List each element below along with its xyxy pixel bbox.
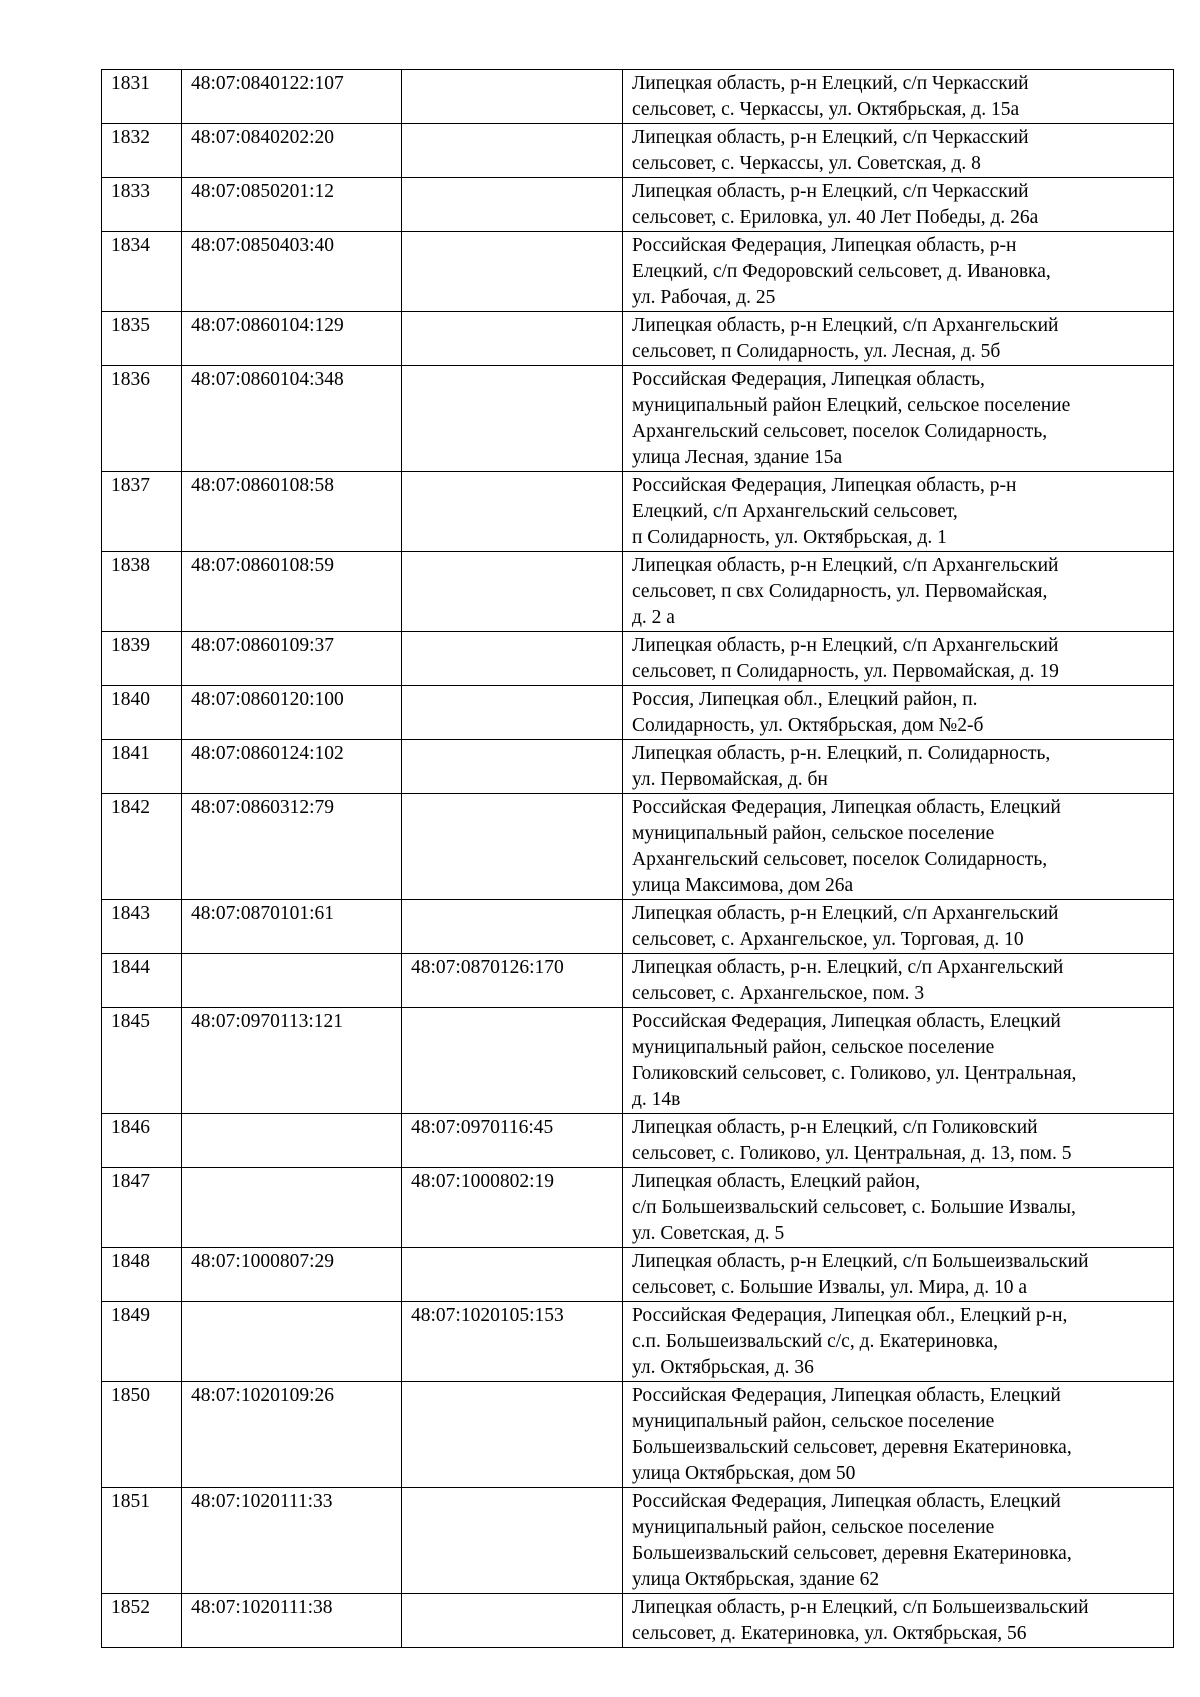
address-line: Российская Федерация, Липецкая область, Елецкий — [632, 1491, 1061, 1512]
row-number-cell: 1833 — [102, 178, 182, 232]
row-number-cell: 1849 — [102, 1302, 182, 1382]
document-page — [101, 69, 1173, 1648]
address-line: Большеизвальский сельсовет, деревня Екатериновка, — [632, 1543, 1072, 1564]
address-cell — [623, 312, 1174, 366]
building-cadastral-number-cell — [402, 1008, 623, 1114]
address-cell — [623, 1008, 1174, 1114]
row-number-cell: 1851 — [102, 1488, 182, 1594]
table-row — [102, 900, 1174, 954]
building-cadastral-number-cell — [402, 178, 623, 232]
address-line: Липецкая область, р-н. Елецкий, с/п Архангельский — [632, 957, 1064, 978]
building-cadastral-number-cell — [402, 740, 623, 794]
address-line: сельсовет, с. Голиково, ул. Центральная, д. 13, пом. 5 — [632, 1143, 1072, 1164]
row-number-cell: 1834 — [102, 232, 182, 312]
address-line: муниципальный район, сельское поселение — [632, 823, 995, 844]
address-cell — [623, 740, 1174, 794]
address-line: Липецкая область, р-н Елецкий, с/п Архангельский — [632, 315, 1059, 336]
land-cadastral-number-cell: 48:07:0860104:129 — [182, 312, 402, 366]
table-row — [102, 954, 1174, 1008]
address-line: Российская Федерация, Липецкая область, — [632, 369, 985, 390]
table-row — [102, 1168, 1174, 1248]
address-line: сельсовет, с. Архангельское, пом. 3 — [632, 983, 925, 1004]
address-line: сельсовет, п Солидарность, ул. Первомайская, д. 19 — [632, 661, 1059, 682]
address-line: сельсовет, д. Екатериновка, ул. Октябрьская, 56 — [632, 1623, 1027, 1644]
address-line: Липецкая область, р-н. Елецкий, п. Солидарность, — [632, 743, 1051, 764]
address-line: улица Октябрьская, здание 62 — [632, 1569, 880, 1590]
address-cell — [623, 1168, 1174, 1248]
address-line: Российская Федерация, Липецкая область, Елецкий — [632, 1011, 1061, 1032]
address-line: сельсовет, с. Архангельское, ул. Торговая, д. 10 — [632, 929, 1024, 950]
address-line: Липецкая область, р-н Елецкий, с/п Черкасский — [632, 181, 1029, 202]
table-row — [102, 740, 1174, 794]
registry-table-body — [102, 70, 1174, 1648]
building-cadastral-number-cell — [402, 70, 623, 124]
address-line: Липецкая область, р-н Елецкий, с/п Голиковский — [632, 1117, 1038, 1138]
address-line: Россия, Липецкая обл., Елецкий район, п. — [632, 689, 978, 710]
address-line: сельсовет, п свх Солидарность, ул. Первомайская, — [632, 581, 1048, 602]
address-line: Российская Федерация, Липецкая обл., Елецкий р-н, — [632, 1305, 1068, 1326]
address-line: ул. Октябрьская, д. 36 — [632, 1357, 814, 1378]
address-line: сельсовет, с. Черкассы, ул. Октябрьская, д. 15а — [632, 99, 1020, 120]
building-cadastral-number-cell — [402, 632, 623, 686]
building-cadastral-number-cell — [402, 1248, 623, 1302]
building-cadastral-number-cell: 48:07:0970116:45 — [402, 1114, 623, 1168]
address-line: улица Максимова, дом 26а — [632, 875, 854, 896]
building-cadastral-number-cell — [402, 1594, 623, 1648]
address-cell — [623, 1248, 1174, 1302]
address-line: Российская Федерация, Липецкая область, Елецкий — [632, 1385, 1061, 1406]
land-cadastral-number-cell: 48:07:0860120:100 — [182, 686, 402, 740]
address-cell — [623, 686, 1174, 740]
table-row — [102, 472, 1174, 552]
address-line: Солидарность, ул. Октябрьская, дом №2-б — [632, 715, 984, 736]
building-cadastral-number-cell — [402, 794, 623, 900]
land-cadastral-number-cell: 48:07:1020109:26 — [182, 1382, 402, 1488]
land-cadastral-number-cell: 48:07:0860104:348 — [182, 366, 402, 472]
land-cadastral-number-cell: 48:07:0860108:59 — [182, 552, 402, 632]
building-cadastral-number-cell — [402, 472, 623, 552]
table-row — [102, 124, 1174, 178]
table-row — [102, 178, 1174, 232]
land-cadastral-number-cell: 48:07:0840122:107 — [182, 70, 402, 124]
row-number-cell: 1831 — [102, 70, 182, 124]
row-number-cell: 1832 — [102, 124, 182, 178]
land-cadastral-number-cell: 48:07:0860108:58 — [182, 472, 402, 552]
address-cell — [623, 70, 1174, 124]
row-number-cell: 1841 — [102, 740, 182, 794]
row-number-cell: 1842 — [102, 794, 182, 900]
row-number-cell: 1835 — [102, 312, 182, 366]
row-number-cell: 1839 — [102, 632, 182, 686]
address-cell — [623, 900, 1174, 954]
address-line: с.п. Большеизвальский с/с, д. Екатериновка, — [632, 1331, 998, 1352]
land-cadastral-number-cell — [182, 954, 402, 1008]
address-line: с/п Большеизвальский сельсовет, с. Большие Извалы, — [632, 1197, 1076, 1218]
building-cadastral-number-cell — [402, 552, 623, 632]
land-cadastral-number-cell — [182, 1168, 402, 1248]
address-cell — [623, 954, 1174, 1008]
address-cell — [623, 178, 1174, 232]
address-line: муниципальный район Елецкий, сельское поселение — [632, 395, 1071, 416]
building-cadastral-number-cell — [402, 686, 623, 740]
address-cell — [623, 124, 1174, 178]
address-line: сельсовет, с. Ериловка, ул. 40 Лет Победы, д. 26а — [632, 207, 1039, 228]
table-row — [102, 632, 1174, 686]
address-cell — [623, 366, 1174, 472]
building-cadastral-number-cell — [402, 232, 623, 312]
address-line: Липецкая область, р-н Елецкий, с/п Архангельский — [632, 635, 1059, 656]
building-cadastral-number-cell — [402, 900, 623, 954]
address-line: Архангельский сельсовет, поселок Солидарность, — [632, 849, 1048, 870]
address-line: сельсовет, п Солидарность, ул. Лесная, д. 5б — [632, 341, 1001, 362]
address-line: сельсовет, с. Большие Извалы, ул. Мира, д. 10 а — [632, 1277, 1027, 1298]
address-line: Липецкая область, р-н Елецкий, с/п Большеизвальский — [632, 1251, 1089, 1272]
address-line: Архангельский сельсовет, поселок Солидарность, — [632, 421, 1048, 442]
address-line: Российская Федерация, Липецкая область, р-н — [632, 235, 1017, 256]
table-row — [102, 552, 1174, 632]
address-cell — [623, 472, 1174, 552]
address-line: Елецкий, с/п Архангельский сельсовет, — [632, 501, 958, 522]
table-row — [102, 312, 1174, 366]
land-cadastral-number-cell: 48:07:0970113:121 — [182, 1008, 402, 1114]
row-number-cell: 1845 — [102, 1008, 182, 1114]
row-number-cell: 1852 — [102, 1594, 182, 1648]
land-cadastral-number-cell — [182, 1302, 402, 1382]
address-line: улица Октябрьская, дом 50 — [632, 1463, 856, 1484]
address-line: Липецкая область, р-н Елецкий, с/п Архангельский — [632, 903, 1059, 924]
table-row — [102, 1488, 1174, 1594]
address-line: Липецкая область, р-н Елецкий, с/п Черкасский — [632, 73, 1029, 94]
address-line: Большеизвальский сельсовет, деревня Екатериновка, — [632, 1437, 1072, 1458]
land-cadastral-number-cell: 48:07:0870101:61 — [182, 900, 402, 954]
address-line: п Солидарность, ул. Октябрьская, д. 1 — [632, 527, 947, 548]
building-cadastral-number-cell — [402, 1382, 623, 1488]
address-line: ул. Рабочая, д. 25 — [632, 287, 776, 308]
address-line: Российская Федерация, Липецкая область, Елецкий — [632, 797, 1061, 818]
table-row — [102, 686, 1174, 740]
land-cadastral-number-cell — [182, 1114, 402, 1168]
row-number-cell: 1846 — [102, 1114, 182, 1168]
row-number-cell: 1837 — [102, 472, 182, 552]
land-cadastral-number-cell: 48:07:1000807:29 — [182, 1248, 402, 1302]
table-row — [102, 1248, 1174, 1302]
address-cell — [623, 1302, 1174, 1382]
row-number-cell: 1843 — [102, 900, 182, 954]
table-row — [102, 794, 1174, 900]
address-line: д. 14в — [632, 1089, 681, 1110]
table-row — [102, 366, 1174, 472]
building-cadastral-number-cell: 48:07:1000802:19 — [402, 1168, 623, 1248]
row-number-cell: 1847 — [102, 1168, 182, 1248]
address-cell — [623, 632, 1174, 686]
building-cadastral-number-cell — [402, 312, 623, 366]
table-row — [102, 1114, 1174, 1168]
property-registry-table — [101, 69, 1174, 1648]
address-cell — [623, 1594, 1174, 1648]
table-row — [102, 1594, 1174, 1648]
address-cell — [623, 794, 1174, 900]
address-line: Российская Федерация, Липецкая область, р-н — [632, 475, 1017, 496]
land-cadastral-number-cell: 48:07:0840202:20 — [182, 124, 402, 178]
row-number-cell: 1844 — [102, 954, 182, 1008]
address-line: Липецкая область, р-н Елецкий, с/п Черкасский — [632, 127, 1029, 148]
address-line: д. 2 а — [632, 607, 675, 628]
building-cadastral-number-cell — [402, 124, 623, 178]
table-row — [102, 70, 1174, 124]
address-line: муниципальный район, сельское поселение — [632, 1517, 995, 1538]
building-cadastral-number-cell: 48:07:0870126:170 — [402, 954, 623, 1008]
address-line: Липецкая область, Елецкий район, — [632, 1171, 921, 1192]
address-line: ул. Первомайская, д. бн — [632, 769, 828, 790]
address-cell — [623, 232, 1174, 312]
row-number-cell: 1850 — [102, 1382, 182, 1488]
address-line: Липецкая область, р-н Елецкий, с/п Большеизвальский — [632, 1597, 1089, 1618]
land-cadastral-number-cell: 48:07:0860124:102 — [182, 740, 402, 794]
address-line: Голиковский сельсовет, с. Голиково, ул. Центральная, — [632, 1063, 1077, 1084]
address-line: ул. Советская, д. 5 — [632, 1223, 785, 1244]
address-line: Липецкая область, р-н Елецкий, с/п Архангельский — [632, 555, 1059, 576]
building-cadastral-number-cell: 48:07:1020105:153 — [402, 1302, 623, 1382]
address-cell — [623, 1488, 1174, 1594]
address-cell — [623, 552, 1174, 632]
row-number-cell: 1838 — [102, 552, 182, 632]
table-row — [102, 1382, 1174, 1488]
table-row — [102, 232, 1174, 312]
address-line: Елецкий, с/п Федоровский сельсовет, д. Ивановка, — [632, 261, 1051, 282]
land-cadastral-number-cell: 48:07:0850201:12 — [182, 178, 402, 232]
address-line: муниципальный район, сельское поселение — [632, 1037, 995, 1058]
address-line: сельсовет, с. Черкассы, ул. Советская, д. 8 — [632, 153, 981, 174]
building-cadastral-number-cell — [402, 1488, 623, 1594]
address-cell — [623, 1382, 1174, 1488]
building-cadastral-number-cell — [402, 366, 623, 472]
address-line: муниципальный район, сельское поселение — [632, 1411, 995, 1432]
land-cadastral-number-cell: 48:07:0860109:37 — [182, 632, 402, 686]
land-cadastral-number-cell: 48:07:1020111:38 — [182, 1594, 402, 1648]
table-row — [102, 1008, 1174, 1114]
row-number-cell: 1848 — [102, 1248, 182, 1302]
table-row — [102, 1302, 1174, 1382]
row-number-cell: 1836 — [102, 366, 182, 472]
address-cell — [623, 1114, 1174, 1168]
row-number-cell: 1840 — [102, 686, 182, 740]
land-cadastral-number-cell: 48:07:0850403:40 — [182, 232, 402, 312]
land-cadastral-number-cell: 48:07:1020111:33 — [182, 1488, 402, 1594]
address-line: улица Лесная, здание 15а — [632, 447, 843, 468]
land-cadastral-number-cell: 48:07:0860312:79 — [182, 794, 402, 900]
